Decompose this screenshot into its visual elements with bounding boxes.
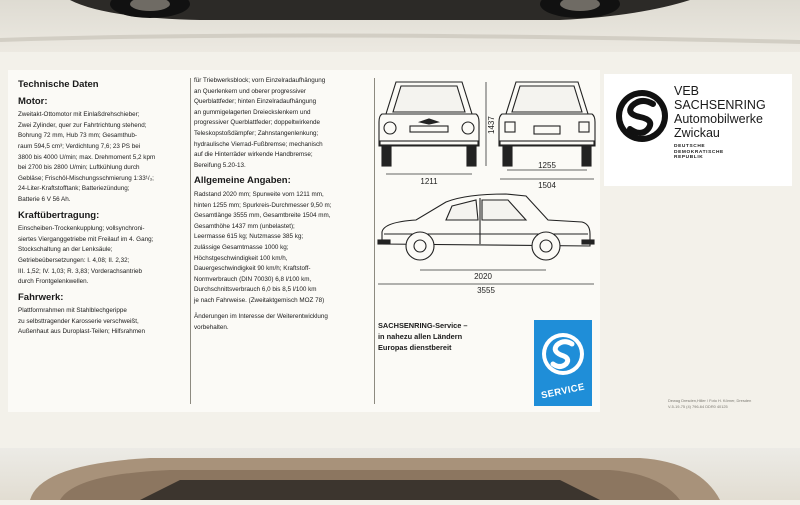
service-text [378,320,528,353]
column-divider [190,78,191,404]
motor-line: Batterie 6 V 56 Ah. [18,195,71,203]
dimension-label-track-rear: 1255 [538,161,556,170]
sachsenring-logo-icon [614,88,670,144]
kraft-line: Stockschaltung an der Lenksäule; [18,246,113,254]
angaben-line: Gesamthöhe 1437 mm (unbelastet); [194,222,295,230]
heading-fahrwerk: Fahrwerk: [18,291,64,303]
heading-allgemeine-angaben: Allgemeine Angaben: [194,175,291,187]
angaben-line: Dauergeschwindigkeit 90 km/h; Kraftstoff- [194,265,311,273]
angaben-line: Höchstgeschwindigkeit 100 km/h, [194,254,288,262]
car-photo-top [0,0,800,52]
motor-line: Zwei Zylinder, quer zur Fahrtrichtung stehend; [18,121,147,129]
motor-line: Gebläse; Frischöl-Mischungsschmierung 1:33¹/₃; [18,174,154,182]
fahrwerk-line: zu selbsttragender Karosserie verschweißt, [18,317,139,325]
angaben-line: Leermasse 615 kg; Nutzmasse 385 kg; [194,233,304,241]
fahrwerk-line: an Querlenkern und oberer progressiver [194,87,307,95]
motor-line: 3800 bis 4000 U/min; max. Drehmoment 5,2 kpm [18,153,156,161]
manufacturer-text [674,84,766,161]
printer-imprint [668,398,796,409]
dimension-label-track-front: 1211 [420,177,438,186]
manufacturer-panel [604,74,792,186]
angaben-line: Radstand 2020 mm; Spurweite vorn 1211 mm, [194,190,324,198]
heading-motor: Motor: [18,95,48,107]
fahrwerk-line: Außenhaut aus Duroplast-Teilen; Hilfsrahmen [18,328,146,336]
angaben-line: Durchschnittsverbrauch 6,0 bis 8,5 l/100 km [194,286,317,294]
car-roof-graphic [0,448,800,500]
angaben-line: je nach Fahrweise. (Zweitaktgemisch MOZ 78) [194,296,325,304]
service-logo-word: SERVICE [540,381,586,402]
car-dimension-drawings [376,74,598,302]
manufacturer-line: SACHSENRING [674,98,766,112]
car-photo-bottom [0,448,800,500]
kraft-line: III. 1,52; IV. 1,03; R. 3,83; Vorderachsantrieb [18,267,143,275]
service-box [378,314,598,406]
country-label [674,144,766,161]
manufacturer-line: Automobilwerke [674,112,763,126]
sachsenring-service-logo [534,320,592,406]
service-line: in nahezu allen Ländern [378,332,463,341]
kraft-line: durch Frontgelenkwellen. [18,278,89,286]
country-line: DEUTSCHE [674,144,706,149]
side-view-drawing [378,194,594,260]
imprint-line: V-5-19-75 (4) 796-64 DDR0 40125 [668,403,728,409]
motor-line: bei 2700 bis 2800 U/min; Luftkühlung durch [18,164,140,172]
fahrwerk-line: hydraulische Vierrad-Fußbremse; mechanisch [194,140,323,148]
dimension-label-length: 3555 [477,286,495,295]
fahrwerk-line: für Triebwerksblock; vorn Einzelradaufhängung [194,77,326,84]
technical-data-column-1 [18,76,188,338]
fahrwerk-line: Teleskopstoßdämpfer; Zahnstangenlenkung; [194,129,319,137]
dimension-label-wheelbase: 2020 [474,272,492,281]
car-underside-graphic [0,0,800,52]
dimension-label-height: 1437 [487,116,496,134]
motor-line: 24-Liter-Kraftstofftank; Batteriezündung; [18,185,130,193]
fahrwerk-line: Bereifung 5.20-13. [194,161,246,169]
service-line: SACHSENRING-Service – [378,321,468,330]
manufacturer-line: VEB [674,84,700,98]
kraft-line: Getriebeübersetzungen: I. 4,08; II. 2,32; [18,256,130,264]
service-line: Europas dienstbereit [378,343,452,352]
angaben-line: hinten 1255 mm; Spurkreis-Durchmesser 9,50 m; [194,201,332,209]
fahrwerk-line: auf die Hinterräder wirkende Handbremse; [194,151,313,159]
section-title-technical-data: Technische Daten [18,79,99,90]
technical-data-sheet [8,70,600,412]
change-notice-line: vorbehalten. [194,324,229,332]
column-divider [374,78,375,404]
motor-line: Bohrung 72 mm, Hub 73 mm; Gesamthub- [18,132,137,140]
heading-kraftuebertragung: Kraftübertragung: [18,209,100,221]
manufacturer-line: Zwickau [674,126,720,140]
angaben-line: Gesamtlänge 3555 mm, Gesamtbreite 1504 mm, [194,212,331,220]
motor-line: Zweitakt-Ottomotor mit Einlaßdrehschieber; [18,111,140,119]
angaben-line: Normverbrauch (DIN 70030) 6,8 l/100 km, [194,275,312,283]
country-line: DEMOKRATISCHE [674,149,724,155]
fahrwerk-line: Plattformrahmen mit Stahlblechgerippe [18,307,127,315]
kraft-line: siertes Vierganggetriebe mit Freilauf im 4. Gang; [18,235,154,243]
technical-data-column-2 [194,76,372,334]
imprint-line: Dewag Dresden,Hiller / Foto H. Körner, Dresden [668,398,752,403]
fahrwerk-line: progressiver Querblattfeder; doppeltwirkende [194,119,321,127]
motor-line: raum 594,5 cm³; Verdichtung 7,6; 23 PS bei [18,142,141,150]
rear-view-drawing [499,82,595,166]
angaben-line: zulässige Gesamtmasse 1000 kg; [194,243,289,251]
fahrwerk-line: Querblattfeder; hinten Einzelradaufhängung [194,98,317,106]
fahrwerk-line: an gummigelagerten Dreieckslenkern und [194,108,311,116]
country-line: REPUBLIK [674,155,704,161]
front-view-drawing [379,82,479,166]
change-notice-line: Änderungen im Interesse der Weiterentwicklung [194,313,328,321]
kraft-line: Einscheiben-Trockenkupplung; vollsynchroni- [18,225,145,233]
dimension-label-width: 1504 [538,181,556,190]
